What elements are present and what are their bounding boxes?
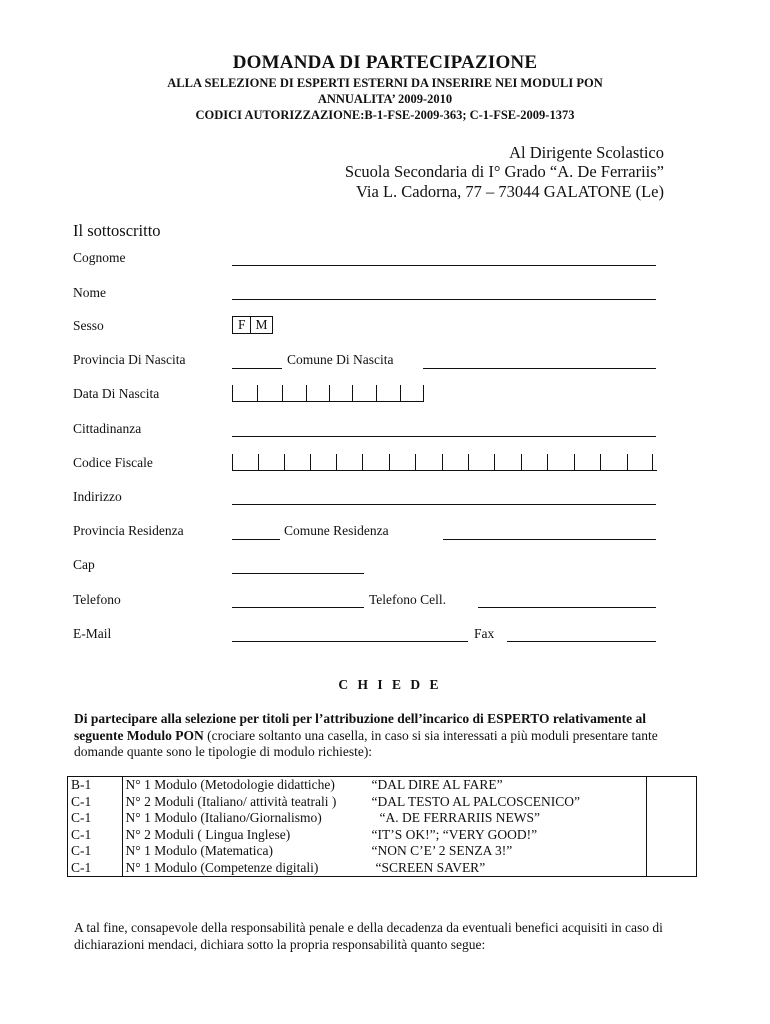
module-row — [126, 843, 643, 860]
comune-residenza-field[interactable] — [443, 539, 656, 540]
intro-text: Il sottoscritto — [73, 221, 161, 240]
request-normal-text: (crociare soltanto una casella, in caso si sia interessati a più moduli presentare tante domande quante sono le tipologie di modulo richieste): — [74, 727, 658, 759]
module-checkbox-cell[interactable] — [646, 777, 696, 877]
module-title: “SCREEN SAVER” — [375, 859, 486, 875]
provincia-nascita-field[interactable] — [232, 368, 282, 369]
data-nascita-label: Data Di Nascita — [73, 386, 160, 401]
module-title: “NON C’E’ 2 SENZA 3!” — [371, 843, 513, 858]
cap-field[interactable] — [232, 573, 364, 574]
sex-option-f[interactable]: F — [233, 317, 251, 333]
telefono-field[interactable] — [232, 607, 364, 608]
comune-nascita-label: Comune Di Nascita — [287, 352, 394, 367]
telefono-cell-field[interactable] — [478, 607, 656, 608]
module-title: “DAL TESTO AL PALCOSCENICO” — [371, 793, 580, 809]
codice-fiscale-label: Codice Fiscale — [73, 455, 153, 470]
cittadinanza-label: Cittadinanza — [73, 421, 142, 436]
fax-label: Fax — [474, 626, 495, 641]
cognome-label: Cognome — [73, 250, 126, 265]
module-code: C-1 — [71, 826, 92, 842]
module-code: C-1 — [71, 793, 92, 809]
data-nascita-boxes[interactable] — [232, 385, 424, 402]
comune-nascita-field[interactable] — [423, 368, 656, 369]
telefono-cell-label: Telefono Cell. — [369, 592, 447, 607]
module-code: C-1 — [71, 843, 92, 858]
module-row — [126, 810, 643, 827]
subtitle-line-2: ANNUALITA’ 2009-2010 — [317, 92, 453, 106]
module-code-cell — [68, 777, 123, 877]
module-title: “DAL DIRE AL FARE” — [371, 777, 503, 792]
comune-residenza-label: Comune Residenza — [284, 523, 389, 538]
module-row — [126, 794, 643, 811]
request-bold-text: Di partecipare alla selezione per titoli per l’attribuzione dell’incarico di ESPERTO relativamente al seguente Modulo PON — [74, 711, 646, 743]
module-name: N° 1 Modulo (Metodologie didattiche) — [125, 777, 335, 792]
telefono-label: Telefono — [73, 592, 121, 607]
indirizzo-field[interactable] — [232, 504, 656, 505]
provincia-residenza-label: Provincia Residenza — [73, 523, 184, 538]
request-paragraph — [74, 711, 694, 761]
cittadinanza-field[interactable] — [232, 436, 656, 437]
provincia-residenza-field[interactable] — [232, 539, 280, 540]
subtitle-line-3: CODICI AUTORIZZAZIONE:B-1-FSE-2009-363; C-1-FSE-2009-1373 — [195, 108, 575, 122]
recipient-line-1: Al Dirigente Scolastico — [509, 143, 664, 162]
module-name: N° 2 Moduli ( Lingua Inglese) — [125, 826, 291, 842]
table-row — [68, 777, 697, 877]
indirizzo-label: Indirizzo — [73, 489, 122, 504]
module-code: C-1 — [71, 859, 92, 875]
module-row — [126, 860, 643, 877]
sex-checkbox-group[interactable] — [232, 316, 273, 334]
codice-fiscale-boxes[interactable] — [232, 454, 657, 471]
subtitle-line-1: ALLA SELEZIONE DI ESPERTI ESTERNI DA INSERIRE NEI MODULI PON — [167, 76, 603, 90]
sesso-label: Sesso — [73, 318, 104, 333]
module-title: “A. DE FERRARIIS NEWS” — [379, 810, 541, 825]
chiede-heading: C H I E D E — [338, 677, 442, 692]
email-label: E-Mail — [73, 626, 112, 641]
module-code: C-1 — [71, 810, 92, 825]
closing-paragraph: A tal fine, consapevole della responsabilità penale e della decadenza da eventuali benefici acquisiti in caso di dichiarazioni mendaci, dichiara sotto la propria responsabilità quanto segue: — [74, 920, 663, 952]
module-description-cell — [122, 777, 646, 877]
nome-field[interactable] — [232, 299, 656, 300]
module-row — [126, 777, 643, 794]
fax-field[interactable] — [507, 641, 656, 642]
provincia-nascita-label: Provincia Di Nascita — [73, 352, 186, 367]
module-title: “IT’S OK!”; “VERY GOOD!” — [371, 826, 538, 842]
module-name: N° 1 Modulo (Matematica) — [125, 843, 274, 858]
module-name: N° 1 Modulo (Italiano/Giornalismo) — [125, 810, 322, 825]
module-row — [126, 827, 643, 844]
modules-table — [67, 776, 697, 877]
email-field[interactable] — [232, 641, 468, 642]
module-name: N° 1 Modulo (Competenze digitali) — [125, 859, 319, 875]
cap-label: Cap — [73, 557, 95, 572]
nome-label: Nome — [73, 285, 106, 300]
cognome-field[interactable] — [232, 265, 656, 266]
recipient-line-3: Via L. Cadorna, 77 – 73044 GALATONE (Le) — [355, 182, 664, 201]
module-name: N° 2 Moduli (Italiano/ attività teatrali ) — [125, 793, 337, 809]
sex-option-m[interactable]: M — [251, 317, 273, 333]
module-code: B-1 — [71, 777, 92, 792]
recipient-line-2: Scuola Secondaria di I° Grado “A. De Ferrariis” — [344, 162, 664, 181]
document-title: DOMANDA DI PARTECIPAZIONE — [232, 52, 538, 73]
